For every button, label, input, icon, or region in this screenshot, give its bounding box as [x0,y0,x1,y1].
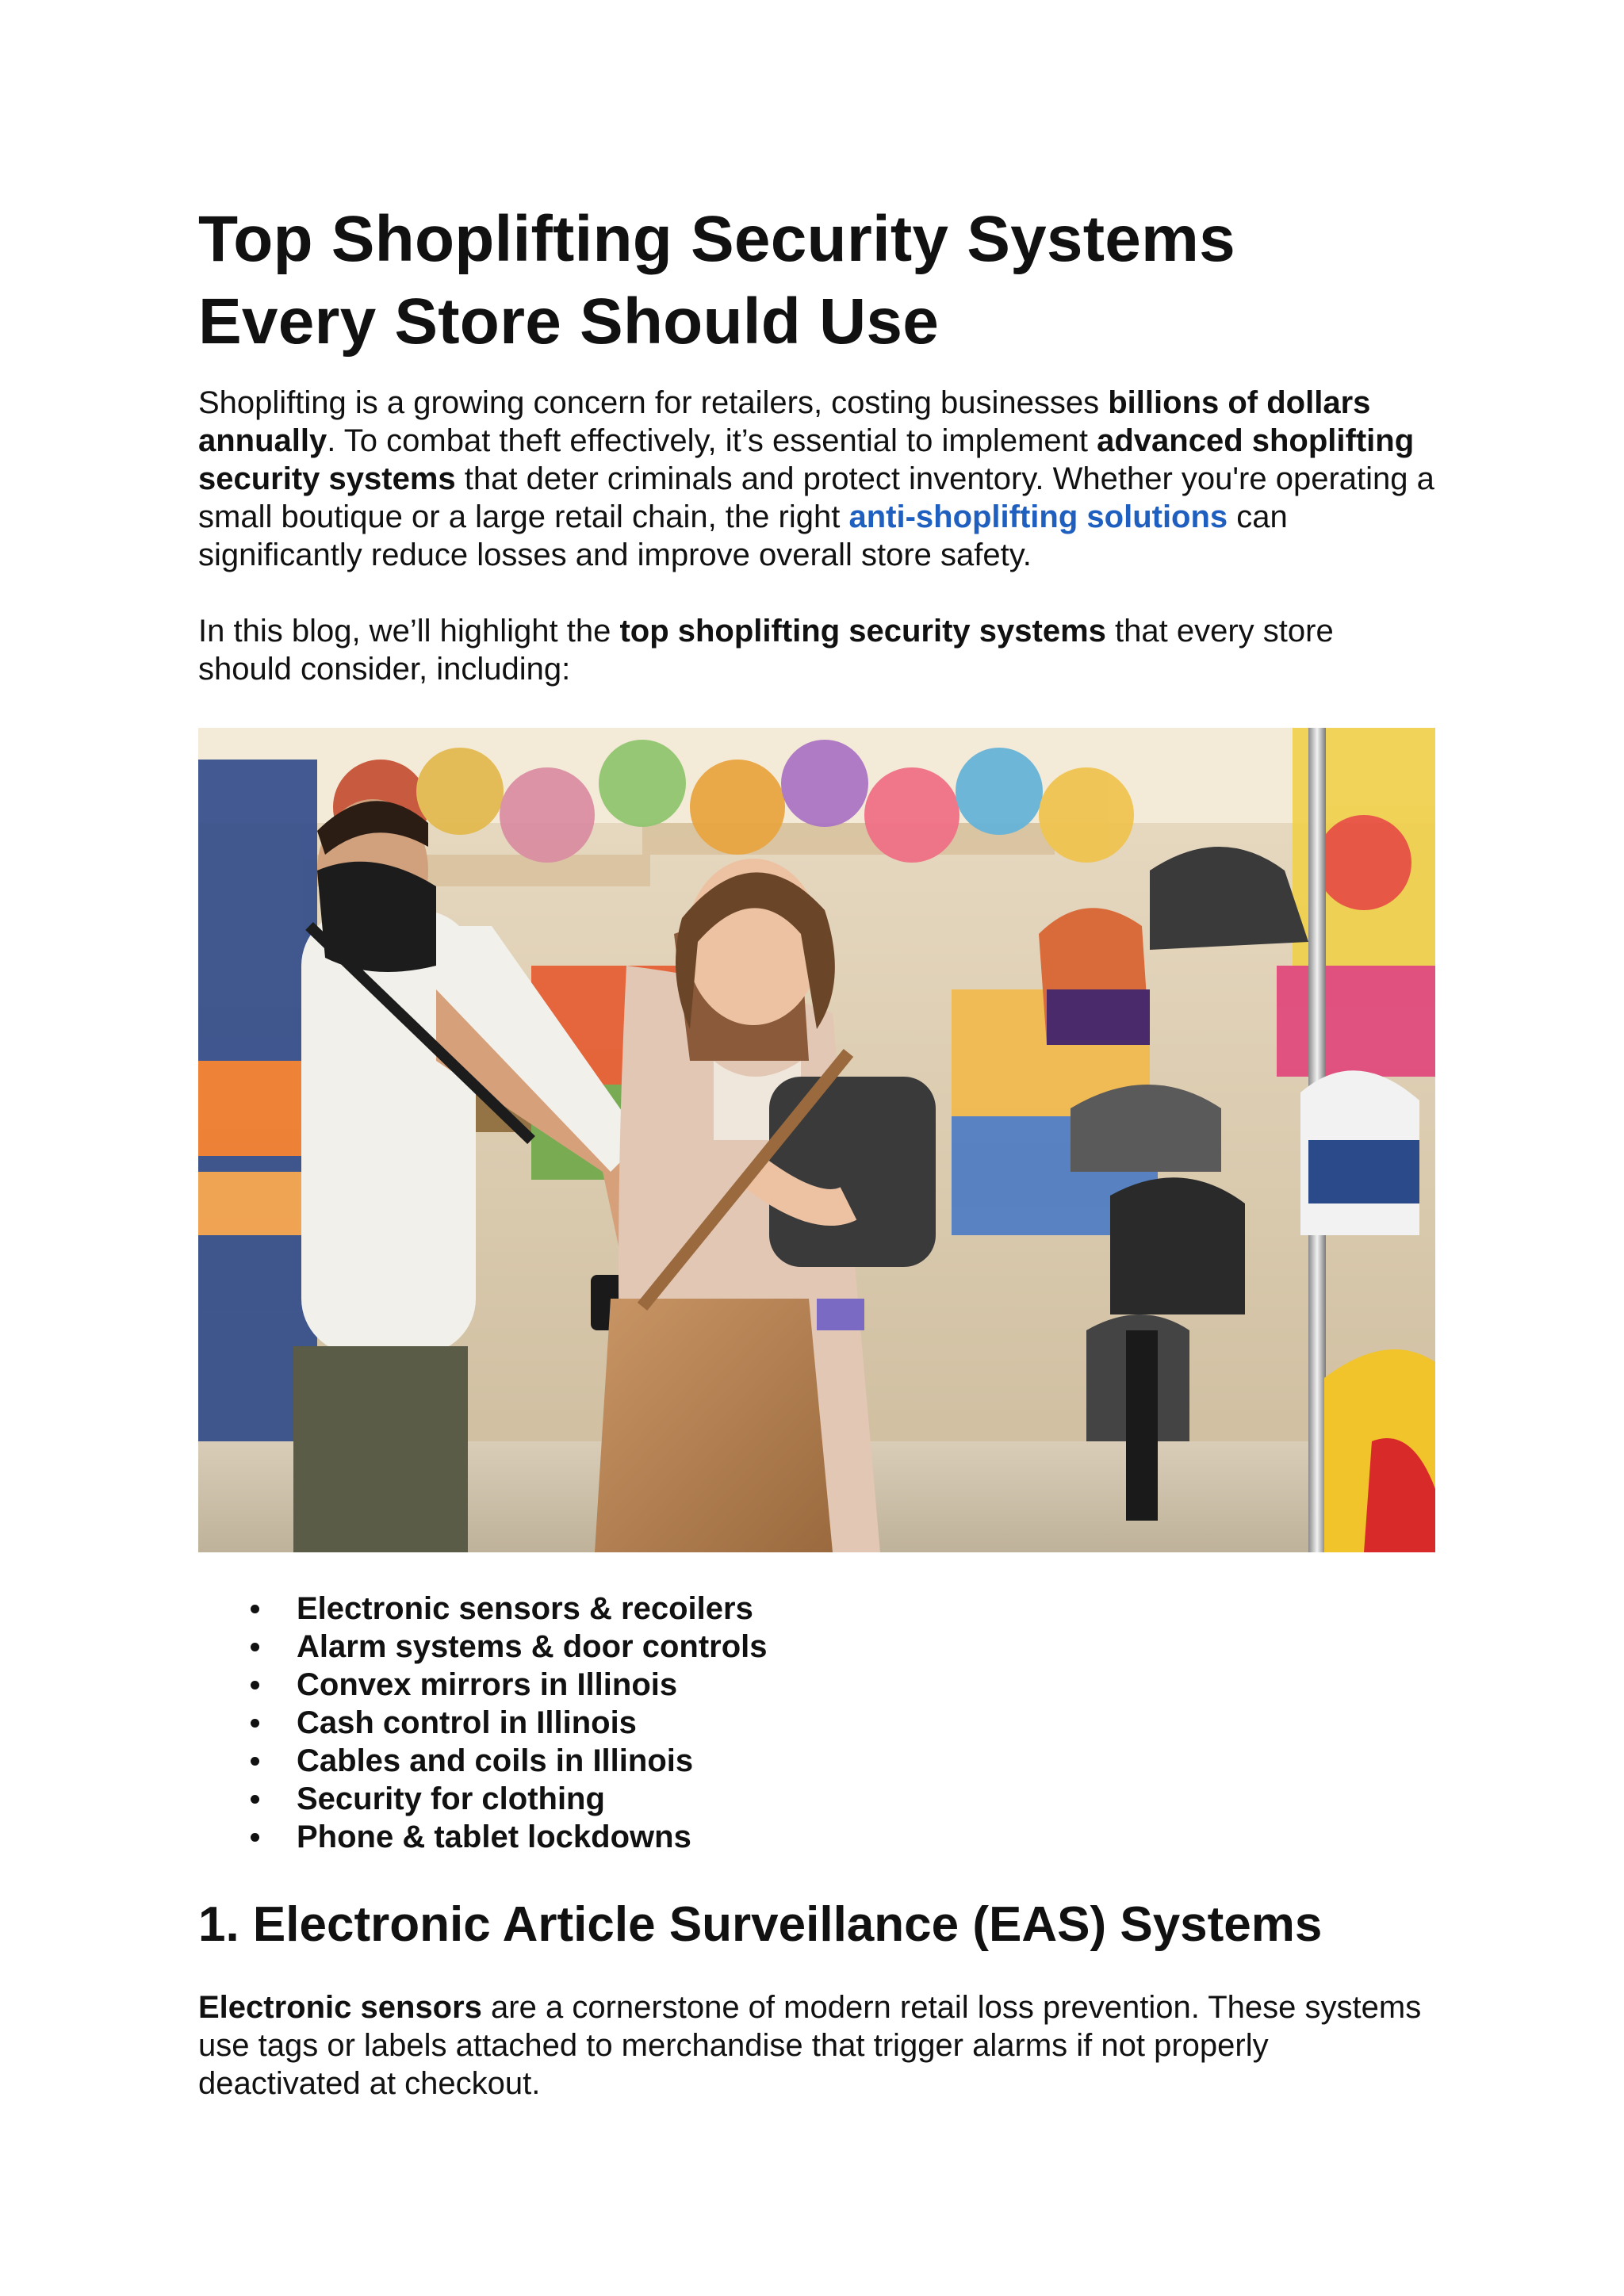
section-body-eas [198,1988,1435,2103]
bullet-icon [251,1643,259,1651]
intro-bold-1: billions of dollars annually [198,385,1371,458]
intro-bold-2: advanced shoplifting security systems [198,423,1415,496]
feature-label: Phone & tablet lockdowns [297,1820,691,1854]
bullet-icon [251,1833,259,1842]
feature-label: Alarm systems & door controls [297,1629,768,1664]
list-item [198,1780,768,1818]
feature-label: Convex mirrors in Illinois [297,1667,678,1702]
features-list [198,1590,768,1856]
section-body-bold: Electronic sensors [198,1990,482,2025]
page-title [198,198,1235,363]
bullet-icon [251,1719,259,1728]
list-item [198,1742,768,1780]
page-title-line-1: Top Shoplifting Security Systems [198,203,1235,275]
intro-paragraph-2 [198,612,1435,688]
feature-label: Cables and coils in Illinois [297,1743,694,1778]
hero-image [198,728,1435,1552]
intro-text-4: can significantly reduce losses and improve overall store safety. [198,499,1288,572]
list-item [198,1818,768,1856]
intro-text-3: that deter criminals and protect inventory. Whether you're operating a small boutique or a large retail chain, the right [198,461,1434,534]
bullet-icon [251,1605,259,1613]
intro-text-2: . To combat theft effectively, it’s essential to implement [327,423,1097,458]
bullet-icon [251,1757,259,1766]
list-item [198,1704,768,1742]
section-heading-eas: 1. Electronic Article Surveillance (EAS) Systems [198,1897,1323,1952]
bullet-icon [251,1795,259,1804]
list-item [198,1666,768,1704]
intro2-text-1: In this blog, we’ll highlight the [198,614,620,649]
shoplifting-scene-illustration [198,728,1435,1552]
page-title-line-2: Every Store Should Use [198,285,940,358]
feature-label: Cash control in Illinois [297,1705,637,1740]
list-item [198,1590,768,1628]
intro2-text-2: that every store should consider, including: [198,614,1334,687]
list-item [198,1628,768,1666]
bullet-icon [251,1681,259,1689]
anti-shoplifting-solutions-link[interactable]: anti-shoplifting solutions [848,499,1228,534]
section-body-text: are a cornerstone of modern retail loss prevention. These systems use tags or labels attached to merchandise that trigger alarms if not properly deactivated at checkout. [198,1990,1422,2101]
feature-label: Security for clothing [297,1781,605,1816]
intro2-bold-1: top shoplifting security systems [619,614,1106,649]
feature-label: Electronic sensors & recoilers [297,1591,753,1626]
intro-paragraph [198,384,1435,574]
intro-text-1: Shoplifting is a growing concern for retailers, costing businesses [198,385,1109,420]
